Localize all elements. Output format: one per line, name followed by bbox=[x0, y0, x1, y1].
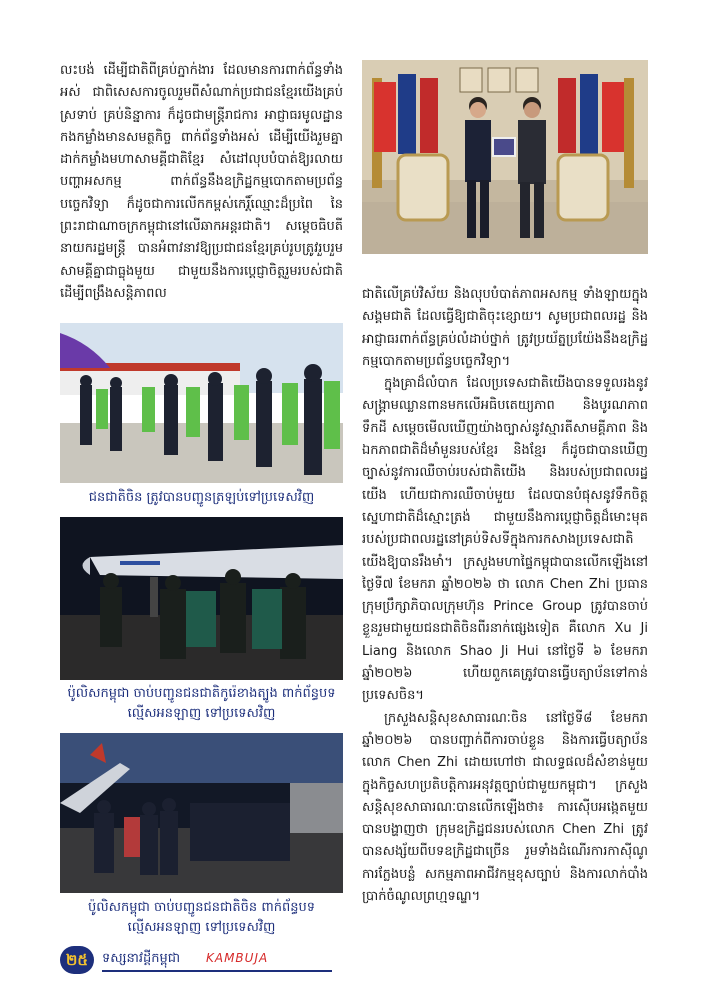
paragraph: ក្នុងគ្រាដ៏លំបាក ដែលប្រទេសជាតិយើងបានទទួលរងនូវសង្គ្រាមឈ្លានពានមកលើអធិបតេយ្យភាព និងបូរណភាពទឹកដី សម្តេចមើលឃើញយ៉ាងច្បាស់នូវស្មារតីសាមគ្គីភាព និងឯកភាពជាតិដ៏មាំមួនរបស់ខ្មែរ និងខ្មែរ ក៏ដូចជាបានឃើញច្បាស់នូវការឈឺចាប់របស់ជាតិយើង និងរបស់ប្រជាពលរដ្ឋយើង ហើយជាការឈឺចាប់មួយ ដែលបានបំផុសនូវទឹកចិត្តស្នេហាជាតិដ៏ស្មោះត្រង់ ជាមួយនឹងការប្តេជ្ញាចិត្តដ៏មោះមុតរបស់ប្រជាពលរដ្ឋនៅគ្រប់ទិសទីក្នុងការកសាងប្រទេសជាតិយើងឱ្យបានរឹងមាំ។ ក្រសួងមហាផ្ទៃកម្ពុជាបានលើកឡើងនៅថ្ងៃទី៧ ខែមករា ឆ្នាំ២០២៦ ថា លោក Chen Zhi ប្រធានក្រុមប្រឹក្សាភិបាលក្រុមហ៊ុន Prince Group ត្រូវបានចាប់ខ្លួនរួមជាមួយជនជាតិចិនពីរនាក់ផ្សេងទៀត គឺលោក Xu Ji Liang និងលោក Shao Ji Hui នៅថ្ងៃទី ៦ ខែមករា ឆ្នាំ២០២៦ ហើយពួកគេត្រូវបានធ្វើបត្យាប័នទៅកាន់ប្រទេសចិន។ bbox=[362, 376, 648, 704]
paragraph: ក្រសួងសន្តិសុខសាធារណៈចិន នៅថ្ងៃទី៨ ខែមករា ឆ្នាំ២០២៦ បានបញ្ជាក់ពីការចាប់ខ្លួន និងការធ្វើបត្យាប័នលោក Chen Zhi ដោយហៅថា ជាលទ្ធផលដ៏សំខាន់មួយក្នុងកិច្ចសហប្រតិបត្តិការអនុវត្តច្បាប់ជាមួយកម្ពុជា។ ក្រសួងសន្តិសុខសាធារណៈបានលើកឡើងថា៖ ការស៊ើបអង្កេតមួយបានបង្ហាញថា ក្រុមឧក្រិដ្ឋជនរបស់លោក Chen Zhi ត្រូវបានសង្ស័យពីបទឧក្រិដ្ឋជាច្រើន រួមទាំងដំណើរការកាស៊ីណូ ការក្លែងបន្លំ សកម្មភាពអាជីវកម្មខុសច្បាប់ និងការលាក់បាំងប្រាក់ចំណូលព្រហ្មទណ្ឌ។ bbox=[362, 710, 648, 905]
photo-night-airport-korea bbox=[60, 517, 343, 680]
page-number: ២៥ bbox=[60, 946, 94, 974]
caption-photo-3: ប៉ូលិសកម្ពុជា ចាប់បញ្ជូនជនជាតិចិន ពាក់ព័ន្ធបទល្មើសអនឡាញ ទៅប្រទេសវិញ bbox=[88, 900, 315, 935]
paragraph: ជាតិលើគ្រប់វិស័យ និងលុបបំបាត់ភាពអសកម្ម ទាំងឡាយក្នុងសង្គមជាតិ ដែលធ្វើឱ្យជាតិចុះខ្សោយ។ សូមប្រជាពលរដ្ឋ និងអាជ្ញាធរពាក់ព័ន្ធគ្រប់លំដាប់ថ្នាក់ ត្រូវប្រយ័ត្នប្រយ៉ែងនឹងឧក្រិដ្ឋកម្មបោកតាមប្រព័ន្ធបច្ចេកវិទ្យា។ bbox=[362, 287, 648, 369]
right-column-text bbox=[362, 284, 648, 908]
paragraph: លះបង់ ដើម្បីជាតិពីគ្រប់ភ្នាក់ងារ ដែលមានការពាក់ព័ន្ធទាំងអស់ ជាពិសេសការចូលរួមពីសំណាក់ប្រជាជនខ្មែរយើងគ្រប់ស្រទាប់ គ្រប់និន្នាការ ក៏ដូចជាមន្ត្រីរាជការ អាជ្ញាធរមូលដ្ឋាន កងកម្លាំងមានសមត្ថកិច្ច ពាក់ព័ន្ធទាំងអស់ ដើម្បីយើងរួមគ្នាដាក់កម្លាំងមហាសាមគ្គីជាតិខ្មែរ សំដៅលុបបំបាត់ឱ្យរលាយបញ្ហាអសកម្ម ពាក់ព័ន្ធនឹងឧក្រិដ្ឋកម្មបោកតាមប្រព័ន្ធបច្ចេកវិទ្យា ក៏ដូចជាការលើកកម្ពស់កេរ្តិ៍ឈ្មោះដ៏ប្រពៃ នៃព្រះរាជាណាចក្រកម្ពុជានៅលើឆាកអន្តរជាតិ។ សម្តេចធិបតី នាយករដ្ឋមន្ត្រី បានអំពាវនាវឱ្យប្រជាជនខ្មែរគ្រប់រូបត្រូវរួបរួមសាមគ្គីគ្នាជាធ្លុងមួយ ជាមួយនឹងការប្តេជ្ញាចិត្តរួមរបស់ជាតិ ដើម្បីពង្រឹងសន្តិភាពល bbox=[60, 63, 343, 301]
photo-handshake-ceremony bbox=[362, 60, 648, 254]
magazine-title: ទស្សនាវដ្តីកម្ពុជា bbox=[102, 951, 181, 966]
photo-deportation-bus bbox=[60, 323, 343, 483]
caption-photo-2: ប៉ូលិសកម្ពុជា ចាប់បញ្ជូនជនជាតិកូរ៉េខាងត្បូង ពាក់ព័ន្ធបទល្មើសអនឡាញ ទៅប្រទេសវិញ bbox=[67, 686, 336, 721]
footer-underline bbox=[102, 970, 332, 972]
page-footer bbox=[60, 946, 650, 976]
caption-photo-1: ជនជាតិចិន ត្រូវបានបញ្ជូនត្រឡប់ទៅប្រទេសវិញ bbox=[88, 490, 315, 505]
photo-night-airport-china bbox=[60, 733, 343, 893]
magazine-brand: KAMBUJA bbox=[206, 951, 269, 965]
left-column-text bbox=[60, 60, 343, 305]
